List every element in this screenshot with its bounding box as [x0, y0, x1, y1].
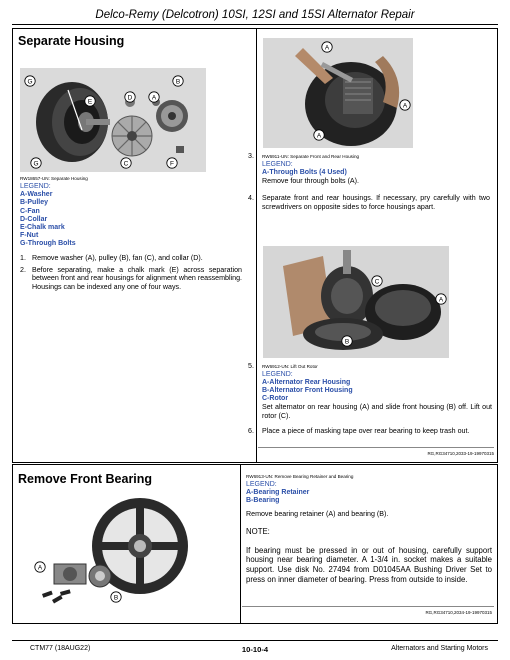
note-label: NOTE: — [246, 527, 270, 537]
svg-text:A: A — [402, 102, 408, 110]
legend-item: B-Alternator Front Housing — [262, 387, 353, 394]
fig1-caption: RW18657-UN: Separate Housing — [20, 176, 88, 181]
through-bolts-figure — [263, 38, 413, 148]
svg-text:A: A — [37, 564, 43, 572]
front-bearing-text — [246, 474, 492, 584]
svg-text:C: C — [123, 160, 129, 168]
callout-a-bottom — [313, 129, 325, 141]
svg-text:B: B — [175, 78, 181, 86]
callout-c — [371, 275, 383, 287]
step-2: 2. Before separating, make a chalk mark (E) across separation between front and rear housings for alignment when reassembling. Housings can be indexed any one of four ways. — [20, 265, 242, 291]
callout-b — [341, 335, 353, 347]
separate-housing-title: Separate Housing — [18, 34, 125, 48]
callout-b — [110, 591, 122, 603]
legend-item: G-Through Bolts — [20, 240, 76, 248]
legend-item: A-Bearing Retainer — [246, 489, 310, 497]
svg-text:C: C — [374, 278, 380, 286]
section-end-rule — [242, 606, 494, 607]
front-bearing-instruction: Remove bearing retainer (A) and bearing (B). — [246, 509, 389, 518]
page-header: Delco-Remy (Delcotron) 10SI, 12SI and 15SI Alternator Repair — [95, 9, 415, 21]
front-bearing-figure — [30, 494, 210, 614]
callout-a — [435, 293, 447, 305]
legend-item: A-Through Bolts (4 Used) — [262, 168, 347, 176]
legend-item: B-Bearing — [246, 497, 280, 505]
header-rule — [12, 24, 498, 25]
rotor-illustration — [263, 246, 449, 358]
note-text: If bearing must be pressed in or out of housing, carefully support housing near bearing diameter. A 1-3/4 in. socket makes a suitable support. Use disk No. 27494 from D01045AA Bushing Driver Set to press on inner diameter of bearing. Press from outside to inside. — [246, 545, 492, 584]
callout-a — [148, 91, 160, 103]
fig1-legend — [20, 183, 76, 249]
step-3-num: 3. — [248, 152, 254, 160]
svg-text:A: A — [438, 296, 444, 304]
column-divider — [240, 465, 241, 623]
fig2-legend — [262, 161, 492, 177]
step-5-num: 5. — [248, 362, 254, 370]
remove-front-bearing-title: Remove Front Bearing — [18, 472, 153, 486]
fig2-block — [248, 152, 492, 186]
svg-text:B: B — [113, 594, 119, 602]
svg-text:B: B — [344, 338, 350, 346]
step-5-text: Set alternator on rear housing (A) and slide front housing (B) off. Lift out rotor (C). — [262, 403, 492, 420]
fig4-legend — [246, 481, 492, 506]
legend-item: A-Washer — [20, 191, 53, 199]
fig2-caption: RW6911-UN: Separate Front and Rear Housing — [262, 154, 360, 159]
svg-text:F: F — [170, 160, 174, 168]
svg-text:G: G — [33, 160, 39, 168]
left-steps — [20, 254, 242, 291]
legend-item: F-Nut — [20, 232, 39, 240]
rotor-figure — [263, 246, 449, 358]
callout-e — [84, 95, 96, 107]
footer-rule — [12, 640, 498, 641]
svg-text:A: A — [316, 132, 322, 140]
step-3-text: Remove four through bolts (A). — [262, 177, 359, 185]
step-6: 6. Place a piece of masking tape over rear bearing to keep trash out. — [248, 427, 470, 435]
legend-item: C-Fan — [20, 207, 40, 215]
section-ref: RG,RG34710,2033-19-19970315 — [427, 451, 494, 456]
svg-text:A: A — [151, 94, 157, 102]
callout-g — [24, 75, 36, 87]
svg-text:G: G — [27, 78, 33, 86]
callout-b — [172, 75, 184, 87]
legend-title: LEGEND: — [262, 160, 293, 168]
callout-a-top — [321, 41, 333, 53]
section-end-rule — [258, 447, 494, 448]
footer-page-number: 10-10-4 — [241, 645, 269, 654]
legend-item: C-Rotor — [262, 395, 289, 403]
legend-item: E-Chalk mark — [20, 224, 65, 232]
step-4: 4. Separate front and rear housings. If necessary, pry carefully with two screwdrivers on opposite sides to force housings apart. — [248, 194, 490, 211]
svg-text:A: A — [324, 44, 330, 52]
fig4-caption: RW6913-UN: Remove Bearing Retainer and Bearing — [246, 474, 354, 479]
callout-c — [120, 157, 132, 169]
fig3-legend — [262, 371, 492, 404]
fig3-caption: RW6912-UN: Lift Out Rotor — [262, 364, 318, 369]
legend-title: LEGEND: — [246, 481, 277, 488]
callout-d — [124, 91, 136, 103]
section-ref: RG,RG34710,2034-19-19970315 — [425, 610, 492, 615]
fig3-block — [248, 362, 492, 421]
legend-title: LEGEND: — [20, 183, 51, 190]
legend-item: D-Collar — [20, 215, 48, 223]
step-1: 1. Remove washer (A), pulley (B), fan (C), and collar (D). — [20, 254, 203, 262]
callout-a-right — [399, 99, 411, 111]
legend-title: LEGEND: — [262, 370, 293, 378]
callout-g-lower — [30, 157, 42, 169]
separate-housing-figure — [20, 68, 206, 172]
footer-doc-id: CTM77 (18AUG22) — [30, 645, 91, 652]
legend-item: A-Alternator Rear Housing — [262, 378, 351, 386]
svg-text:D: D — [127, 94, 133, 102]
svg-text:E: E — [87, 98, 93, 106]
callout-f — [166, 157, 178, 169]
callout-a — [34, 561, 46, 573]
through-bolts-illustration — [263, 38, 413, 148]
footer-section-name: Alternators and Starting Motors — [391, 645, 488, 652]
legend-item: B-Pulley — [20, 199, 49, 207]
